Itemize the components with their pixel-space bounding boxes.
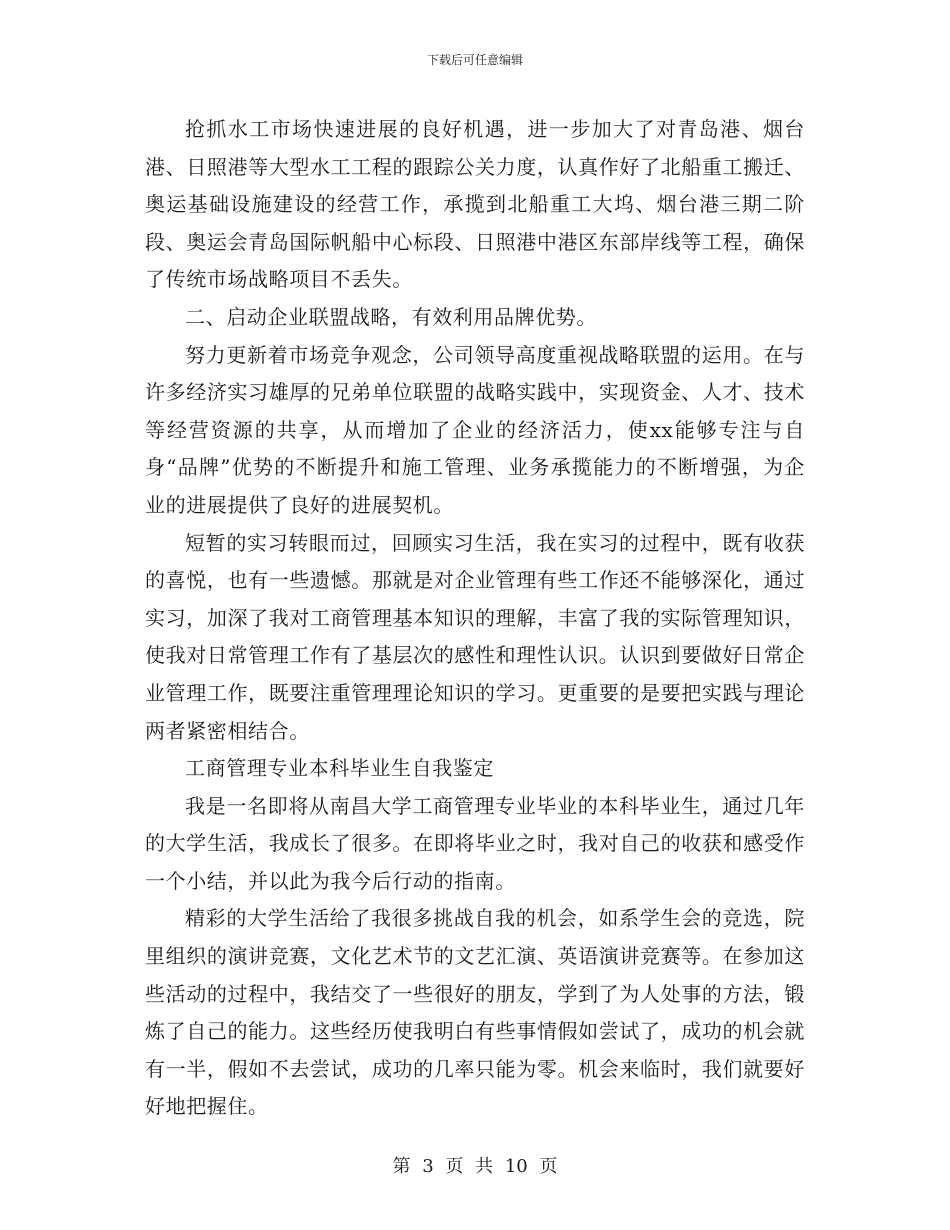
paragraph-alliance: 努力更新着市场竞争观念，公司领导高度重视战略联盟的运用。在与许多经济实习雄厚的兄弟单位联盟的战略实践中，实现资金、人才、技术等经营资源的共享，从而增加了企业的经济活力，使xx能够专注与自身“品牌”优势的不断提升和施工管理、业务承揽能力的不断增强，为企业的进展提供了良好的进展契机。: [145, 342, 805, 517]
paragraph-internship-review: 短暂的实习转眼而过，回顾实习生活，我在实习的过程中，既有收获的喜悦，也有一些遗憾。那就是对企业管理有些工作还不能够深化，通过实习，加深了我对工商管理基本知识的理解，丰富了我的实际管理知识，使我对日常管理工作有了基层次的感性和理性认识。认识到要做好日常企业管理工作，既要注重管理理论知识的学习。更重要的是要把实践与理论两者紧密相结合。: [145, 530, 805, 743]
section-heading-self-evaluation: 工商管理专业本科毕业生自我鉴定: [185, 756, 494, 781]
document-body: [145, 111, 805, 1126]
paragraph-water-market: 抢抓水工市场快速进展的良好机遇，进一步加大了对青岛港、烟台港、日照港等大型水工工程的跟踪公关力度，认真作好了北船重工搬迁、奥运基础设施建设的经营工作，承揽到北船重工大坞、烟台港三期二阶段、奥运会青岛国际帆船中心标段、日照港中港区东部岸线等工程，确保了传统市场战略项目不丢失。: [145, 117, 805, 292]
page-header: 下载后可任意编辑: [426, 53, 523, 67]
paragraph-university-life: 精彩的大学生活给了我很多挑战自我的机会，如系学生会的竞选，院里组织的演讲竞赛，文化艺术节的文艺汇演、英语演讲竞赛等。在参加这些活动的过程中，我结交了一些很好的朋友，学到了为人处事的方法，锻炼了自己的能力。这些经历使我明白有些事情假如尝试了，成功的机会就有一半，假如不去尝试，成功的几率只能为零。机会来临时，我们就要好好地把握住。: [145, 906, 805, 1119]
section-heading-alliance: 二、启动企业联盟战略，有效利用品牌优势。: [185, 304, 597, 329]
page-footer: 第 3 页 共 10 页: [392, 1156, 558, 1177]
paragraph-self-intro: 我是一名即将从南昌大学工商管理专业毕业的本科毕业生，通过几年的大学生活，我成长了很多。在即将毕业之时，我对自己的收获和感受作一个小结，并以此为我今后行动的指南。: [145, 793, 805, 893]
